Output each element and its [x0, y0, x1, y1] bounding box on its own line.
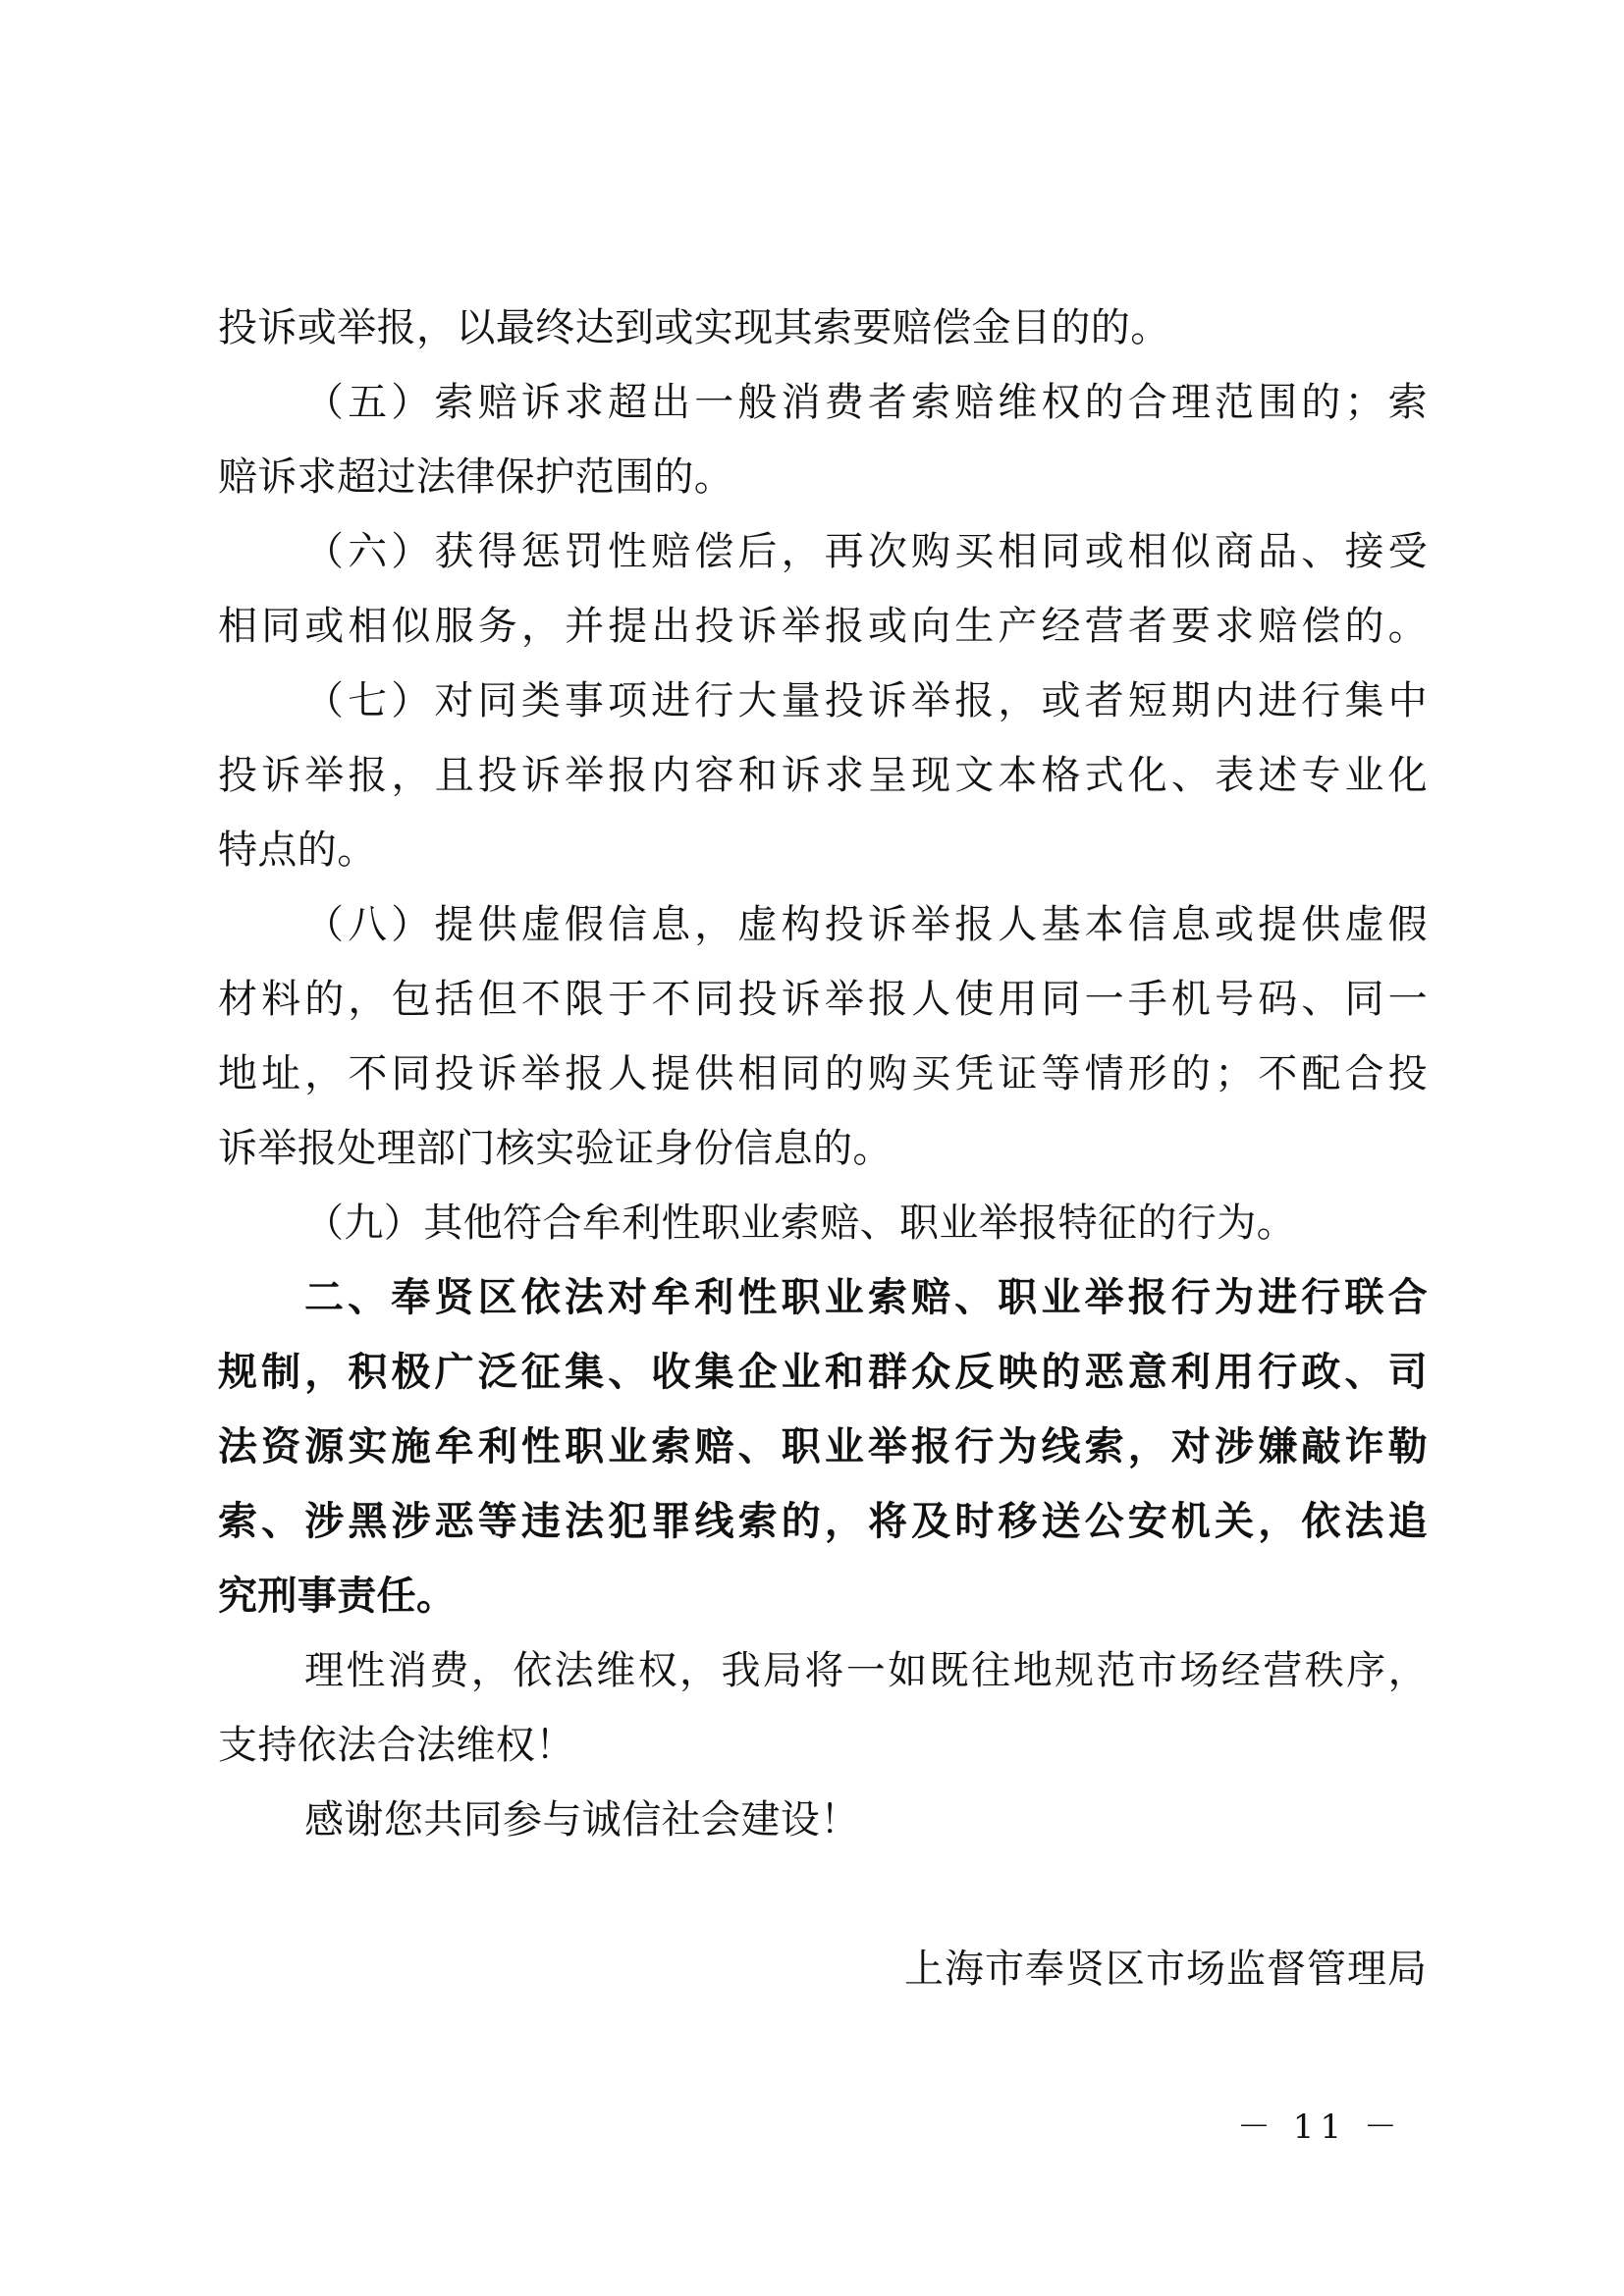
text-line: （七）对同类事项进行大量投诉举报，或者短期内进行集中 [304, 678, 1428, 723]
text-line: 规制，积极广泛征集、收集企业和群众反映的恶意利用行政、司 [218, 1350, 1428, 1395]
issuer-signature: 上海市奉贤区市场监督管理局 [904, 1947, 1428, 1992]
text-line: 究刑事责任。 [218, 1574, 457, 1619]
text-line: （五）索赔诉求超出一般消费者索赔维权的合理范围的；索 [304, 380, 1428, 425]
text-line: 相同或相似服务，并提出投诉举报或向生产经营者要求赔偿的。 [218, 604, 1428, 649]
text-line: 特点的。 [218, 828, 377, 873]
text-line: 理性消费，依法维权，我局将一如既往地规范市场经营秩序， [304, 1648, 1428, 1693]
text-line: 感谢您共同参与诚信社会建设！ [304, 1797, 860, 1842]
text-line: 投诉举报，且投诉举报内容和诉求呈现文本格式化、表述专业化 [218, 753, 1428, 798]
text-line: 投诉或举报，以最终达到或实现其索要赔偿金目的的。 [218, 305, 1170, 350]
text-line: （六）获得惩罚性赔偿后，再次购买相同或相似商品、接受 [304, 529, 1428, 574]
text-line: 地址，不同投诉举报人提供相同的购买凭证等情形的；不配合投 [218, 1051, 1428, 1096]
text-line: 索、涉黑涉恶等违法犯罪线索的，将及时移送公安机关，依法追 [218, 1499, 1428, 1544]
page-number: － 11 － [1237, 2108, 1403, 2147]
text-line: 法资源实施牟利性职业索赔、职业举报行为线索，对涉嫌敲诈勒 [218, 1424, 1428, 1469]
text-line: 材料的，包括但不限于不同投诉举报人使用同一手机号码、同一 [218, 977, 1428, 1022]
text-line: （九）其他符合牟利性职业索赔、职业举报特征的行为。 [304, 1201, 1296, 1246]
text-line: 诉举报处理部门核实验证身份信息的。 [218, 1126, 893, 1171]
text-line: 赔诉求超过法律保护范围的。 [218, 454, 734, 500]
text-line: （八）提供虚假信息，虚构投诉举报人基本信息或提供虚假 [304, 902, 1428, 947]
text-line: 二、奉贤区依法对牟利性职业索赔、职业举报行为进行联合 [304, 1275, 1428, 1320]
text-line: 支持依法合法维权！ [218, 1723, 575, 1768]
document-body [218, 291, 1428, 1857]
